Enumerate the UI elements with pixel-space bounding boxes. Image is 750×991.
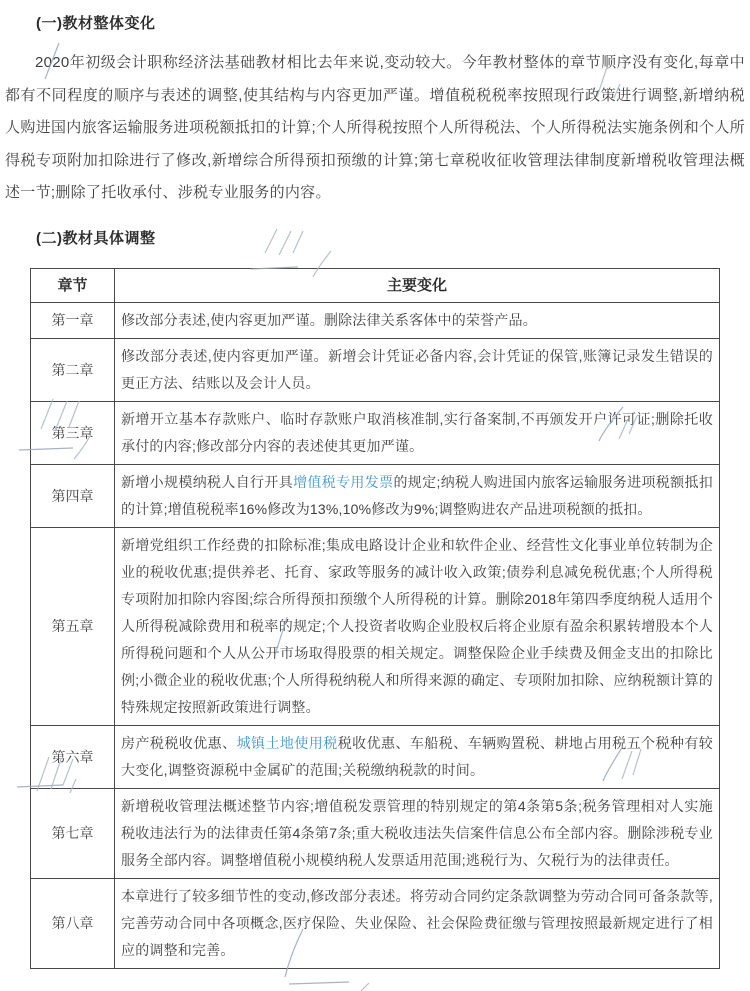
text-segment: 修改部分表述,使内容更加严谨。新增会计凭证必备内容,会计凭证的保管,账簿记录发生错误的更正方法、结账以及会计人员。 bbox=[121, 347, 713, 391]
changes-cell bbox=[115, 302, 720, 338]
changes-cell bbox=[115, 401, 720, 464]
table-row bbox=[31, 338, 720, 401]
column-header-main-changes: 主要变化 bbox=[115, 268, 720, 302]
chapter-cell: 第七章 bbox=[31, 788, 115, 878]
chapter-cell: 第五章 bbox=[31, 527, 115, 725]
changes-table bbox=[30, 268, 720, 969]
text-segment: 新增税收管理法概述整节内容;增值税发票管理的特别规定的第4条第5条;税务管理相对人实施税收违法行为的法律责任第4条第7条;重大税收违法失信案件信息公布全部内容。删除涉税专业服务全部内容。调整增值税小规模纳税人发票适用范围;逃税行为、欠税行为的法律责任。 bbox=[121, 797, 713, 868]
column-header-chapter: 章节 bbox=[31, 268, 115, 302]
changes-cell bbox=[115, 878, 720, 968]
text-segment: 修改部分表述,使内容更加严谨。删除法律关系客体中的荣誉产品。 bbox=[121, 311, 537, 328]
table-row bbox=[31, 527, 720, 725]
intro-paragraph: 2020年初级会计职称经济法基础教材相比去年来说,变动较大。今年教材整体的章节顺序没有变化,每章中都有不同程度的顺序与表述的调整,使其结构与内容更加严谨。增值税税税率按照现行政策进行调整,新增纳税人购进国内旅客运输服务进项税额抵扣的计算;个人所得税按照个人所得税法、个人所得税法实施条例和个人所得税专项附加扣除进行了修改,新增综合所得预扣预缴的计算;第七章税收征收管理法律制度新增税收管理法概述一节;删除了托收承付、涉税专业服务的内容。 bbox=[5, 54, 745, 201]
text-segment: 的规定;纳税人购进国内旅客运输服务进项税额抵扣的计算;增值税税率16%修改为13%,10%修改为9%;调整购进农产品进项税额的抵扣。 bbox=[121, 473, 713, 517]
chapter-cell: 第二章 bbox=[31, 338, 115, 401]
table-row bbox=[31, 725, 720, 788]
text-segment: 税收优惠、车船税、车辆购置税、耕地占用税五个税种有较大变化,调整资源税中金属矿的范围;关税缴纳税款的时间。 bbox=[121, 734, 713, 778]
chapter-cell: 第六章 bbox=[31, 725, 115, 788]
chapter-cell: 第一章 bbox=[31, 302, 115, 338]
changes-cell bbox=[115, 788, 720, 878]
text-segment: 新增党组织工作经费的扣除标准;集成电路设计企业和软件企业、经营性文化事业单位转制为企业的税收优惠;提供养老、托育、家政等服务的减计收入政策;债券利息减免税优惠;个人所得税专项附加扣除内容图;综合所得预扣预缴个人所得税的计算。删除2018年第四季度纳税人适用个人所得税减除费用和税率的规定;个人投资者收购企业股权后将企业原有盈余积累转增股本个人所得税问题和个人从公开市场取得股票的相关规定。调整保险企业手续费及佣金支出的扣除比例;小微企业的税收优惠;个人所得税纳税人和所得来源的确定、专项附加扣除、应纳税额计算的特殊规定按照新政策进行调整。 bbox=[121, 536, 713, 715]
section2-heading: (二)教材具体调整 bbox=[36, 229, 156, 247]
changes-table-body bbox=[31, 302, 720, 968]
changes-cell bbox=[115, 338, 720, 401]
changes-cell bbox=[115, 464, 720, 527]
chapter-cell: 第四章 bbox=[31, 464, 115, 527]
table-row bbox=[31, 464, 720, 527]
text-segment: 本章进行了较多细节性的变动,修改部分表述。将劳动合同约定条款调整为劳动合同可备条款等,完善劳动合同中各项概念,医疗保险、失业保险、社会保险费征缴与管理按照最新规定进行了相应的调整和完善。 bbox=[121, 887, 713, 958]
changes-cell bbox=[115, 725, 720, 788]
chapter-cell: 第八章 bbox=[31, 878, 115, 968]
table-row bbox=[31, 878, 720, 968]
text-segment: 新增小规模纳税人自行开具 bbox=[121, 473, 294, 490]
chapter-cell: 第三章 bbox=[31, 401, 115, 464]
table-row bbox=[31, 302, 720, 338]
changes-cell bbox=[115, 527, 720, 725]
text-segment: 房产税税收优惠、 bbox=[121, 734, 237, 751]
text-segment: 新增开立基本存款账户、临时存款账户取消核准制,实行备案制,不再颁发开户许可证;删除托收承付的内容;修改部分内容的表述使其更加严谨。 bbox=[121, 410, 713, 454]
link-urban-land-use-tax[interactable]: 城镇土地使用税 bbox=[236, 734, 338, 751]
table-row bbox=[31, 401, 720, 464]
section1-heading: (一)教材整体变化 bbox=[36, 15, 156, 32]
table-header-row bbox=[31, 268, 720, 302]
table-row bbox=[31, 788, 720, 878]
link-vat-special-invoice[interactable]: 增值税专用发票 bbox=[293, 473, 394, 490]
